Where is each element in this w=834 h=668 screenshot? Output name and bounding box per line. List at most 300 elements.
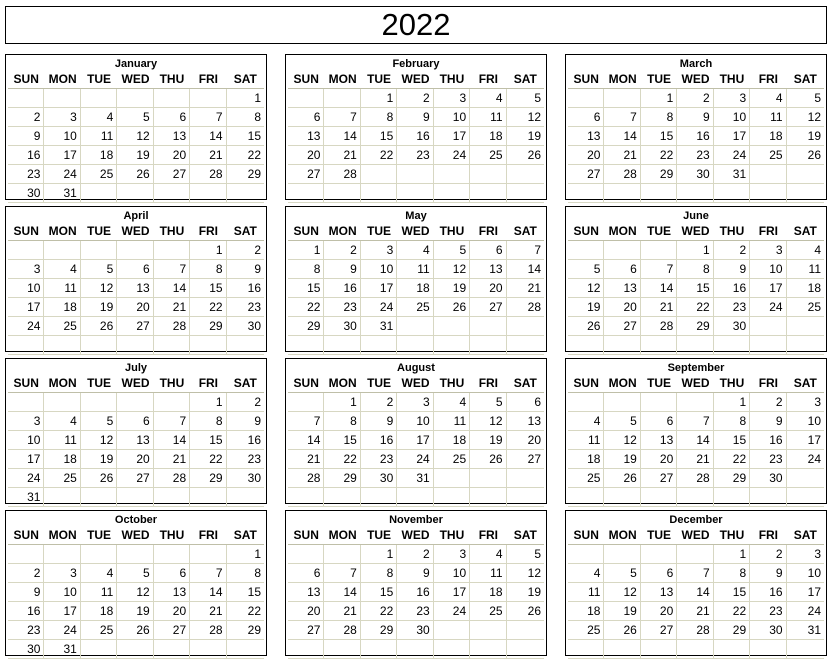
day-cell: 16 (8, 602, 44, 620)
day-cell: 24 (397, 450, 433, 468)
weekday-thu: THU (719, 376, 745, 390)
weekday-tue: TUE (647, 376, 672, 390)
day-cell: 27 (568, 165, 604, 183)
day-cell: 23 (361, 450, 397, 468)
week-row (568, 450, 824, 469)
weekday-header-row (8, 71, 264, 89)
day-cell (641, 336, 677, 354)
week-row (288, 317, 544, 336)
weekday-mon: MON (608, 376, 637, 390)
day-cell: 12 (434, 260, 470, 278)
day-cell: 16 (8, 146, 44, 164)
weekday-tue: TUE (87, 72, 112, 86)
day-cell: 26 (527, 148, 541, 162)
weekday-sun: SUN (13, 528, 39, 542)
day-cell: 11 (750, 108, 786, 126)
day-cell: 25 (434, 450, 470, 468)
month-title: February (392, 58, 440, 70)
day-cell: 15 (247, 585, 261, 599)
day-cell: 8 (641, 108, 677, 126)
day-cell: 22 (361, 602, 397, 620)
day-cell: 28 (677, 469, 713, 487)
day-cell: 22 (190, 450, 226, 468)
week-row (8, 184, 264, 203)
weekday-sun: SUN (13, 376, 39, 390)
day-cell: 13 (568, 127, 604, 145)
day-cell: 3 (397, 393, 433, 411)
day-cell: 25 (44, 317, 80, 335)
day-cell (604, 488, 640, 506)
day-cell: 8 (190, 260, 226, 278)
day-cell: 7 (677, 564, 713, 582)
day-cell: 15 (361, 127, 397, 145)
day-cell: 11 (397, 260, 433, 278)
weekday-wed: WED (681, 528, 710, 542)
day-cell: 13 (154, 127, 190, 145)
day-cell: 8 (714, 564, 750, 582)
day-cell (8, 336, 44, 354)
day-cell: 8 (324, 412, 360, 430)
week-row (8, 450, 264, 469)
weekday-fri: FRI (758, 376, 779, 390)
weekday-sat: SAT (513, 224, 537, 238)
day-cell (714, 184, 750, 202)
month-title: October (114, 514, 158, 526)
day-cell: 19 (434, 279, 470, 297)
week-row (288, 89, 544, 108)
weekday-thu: THU (719, 224, 745, 238)
week-row (8, 583, 264, 602)
day-cell: 12 (604, 583, 640, 601)
day-cell: 1 (254, 547, 261, 561)
day-cell: 24 (434, 602, 470, 620)
day-cell: 11 (81, 127, 117, 145)
week-row (288, 241, 544, 260)
day-cell: 19 (568, 298, 604, 316)
day-cell: 20 (641, 450, 677, 468)
week-row (8, 412, 264, 431)
day-cell: 2 (324, 241, 360, 259)
day-cell: 16 (361, 431, 397, 449)
week-row (568, 545, 824, 564)
day-cell: 19 (117, 146, 153, 164)
day-cell (324, 336, 360, 354)
month-july (5, 358, 267, 504)
day-cell: 1 (641, 89, 677, 107)
day-cell: 13 (604, 279, 640, 297)
day-cell: 28 (324, 165, 360, 183)
day-cell: 18 (81, 146, 117, 164)
weekday-mon: MON (328, 224, 357, 238)
week-row (8, 317, 264, 336)
week-row (568, 260, 824, 279)
day-cell: 1 (254, 91, 261, 105)
weekday-fri: FRI (758, 72, 779, 86)
day-cell: 25 (81, 621, 117, 639)
day-cell: 28 (154, 317, 190, 335)
week-row (8, 488, 264, 507)
day-cell: 12 (470, 412, 506, 430)
weekday-fri: FRI (478, 224, 499, 238)
month-november (285, 510, 547, 656)
day-cell: 20 (288, 602, 324, 620)
day-cell: 24 (750, 298, 786, 316)
day-cell: 30 (714, 317, 750, 335)
day-cell: 18 (568, 602, 604, 620)
weekday-mon: MON (48, 376, 77, 390)
day-cell (434, 488, 470, 506)
weekday-mon: MON (328, 376, 357, 390)
day-cell: 20 (604, 298, 640, 316)
week-row (288, 431, 544, 450)
day-cell: 5 (604, 564, 640, 582)
month-december (565, 510, 827, 656)
weekday-thu: THU (439, 376, 465, 390)
month-title: August (397, 362, 435, 374)
day-cell: 6 (470, 241, 506, 259)
day-cell: 18 (807, 281, 821, 295)
day-cell (750, 184, 786, 202)
day-cell (288, 545, 324, 563)
day-cell: 23 (714, 298, 750, 316)
weekday-wed: WED (681, 224, 710, 238)
day-cell (787, 469, 824, 487)
day-cell: 8 (714, 412, 750, 430)
week-row (568, 412, 824, 431)
day-cell: 26 (434, 298, 470, 316)
day-cell: 15 (714, 583, 750, 601)
day-cell (568, 488, 604, 506)
day-cell: 23 (397, 146, 433, 164)
week-row (288, 583, 544, 602)
week-row (568, 89, 824, 108)
day-cell: 12 (117, 583, 153, 601)
day-cell: 25 (568, 621, 604, 639)
weekday-sat: SAT (233, 528, 257, 542)
day-cell: 6 (288, 564, 324, 582)
day-cell: 14 (154, 279, 190, 297)
day-cell (568, 184, 604, 202)
day-cell: 22 (247, 148, 261, 162)
day-cell (361, 336, 397, 354)
day-cell: 15 (677, 279, 713, 297)
day-cell: 15 (247, 129, 261, 143)
day-cell: 21 (324, 602, 360, 620)
week-row (288, 165, 544, 184)
weekday-fri: FRI (478, 528, 499, 542)
day-cell: 3 (8, 260, 44, 278)
day-cell: 22 (247, 604, 261, 618)
weekday-sun: SUN (13, 72, 39, 86)
day-cell: 23 (8, 165, 44, 183)
week-row (8, 127, 264, 146)
day-cell: 24 (807, 604, 821, 618)
day-cell: 17 (434, 583, 470, 601)
day-cell (154, 241, 190, 259)
weekday-sat: SAT (513, 528, 537, 542)
weekday-wed: WED (121, 528, 150, 542)
week-row (8, 393, 264, 412)
day-cell: 30 (8, 184, 44, 202)
day-cell: 9 (677, 108, 713, 126)
day-cell: 10 (807, 414, 821, 428)
day-cell (507, 317, 544, 335)
weekday-wed: WED (121, 72, 150, 86)
weekday-wed: WED (401, 376, 430, 390)
week-row (288, 621, 544, 640)
day-cell: 9 (8, 583, 44, 601)
day-cell (507, 469, 544, 487)
day-cell: 5 (81, 412, 117, 430)
day-cell: 9 (254, 262, 261, 276)
day-cell: 12 (604, 431, 640, 449)
day-cell: 21 (677, 602, 713, 620)
month-june (565, 206, 827, 352)
day-cell: 4 (568, 564, 604, 582)
day-cell: 9 (750, 412, 786, 430)
day-cell: 10 (361, 260, 397, 278)
day-cell: 1 (677, 241, 713, 259)
day-cell (507, 640, 544, 658)
day-cell: 26 (807, 148, 821, 162)
day-cell (154, 336, 190, 354)
day-cell (434, 336, 470, 354)
weekday-fri: FRI (198, 528, 219, 542)
week-row (8, 146, 264, 165)
weekday-wed: WED (681, 72, 710, 86)
month-january (5, 54, 267, 200)
day-cell: 17 (361, 279, 397, 297)
day-cell (117, 545, 153, 563)
day-cell: 13 (117, 279, 153, 297)
week-row (568, 241, 824, 260)
day-cell (507, 488, 544, 506)
week-row (568, 393, 824, 412)
day-cell: 11 (434, 412, 470, 430)
day-cell (288, 393, 324, 411)
week-row (288, 279, 544, 298)
day-cell: 22 (677, 298, 713, 316)
day-cell: 10 (44, 127, 80, 145)
weekday-thu: THU (439, 224, 465, 238)
day-cell (677, 640, 713, 658)
day-cell: 26 (117, 165, 153, 183)
day-cell: 13 (117, 431, 153, 449)
week-row (288, 412, 544, 431)
day-cell: 30 (324, 317, 360, 335)
day-cell (81, 336, 117, 354)
day-cell: 26 (117, 621, 153, 639)
day-cell: 5 (534, 91, 541, 105)
day-cell: 30 (247, 319, 261, 333)
day-cell: 4 (81, 564, 117, 582)
day-cell (604, 184, 640, 202)
day-cell: 17 (44, 602, 80, 620)
day-cell (787, 640, 824, 658)
weekday-tue: TUE (647, 224, 672, 238)
day-cell: 15 (641, 127, 677, 145)
day-cell: 7 (154, 412, 190, 430)
day-cell (361, 165, 397, 183)
day-cell: 15 (714, 431, 750, 449)
day-cell: 11 (44, 279, 80, 297)
day-cell: 31 (807, 623, 821, 637)
day-cell: 19 (604, 602, 640, 620)
day-cell: 28 (604, 165, 640, 183)
day-cell: 12 (807, 110, 821, 124)
day-cell: 29 (677, 317, 713, 335)
day-cell: 26 (81, 469, 117, 487)
day-cell: 31 (361, 317, 397, 335)
day-cell: 3 (8, 412, 44, 430)
day-cell: 25 (750, 146, 786, 164)
day-cell: 25 (807, 300, 821, 314)
day-cell (434, 469, 470, 487)
day-cell (81, 89, 117, 107)
day-cell (117, 336, 153, 354)
day-cell (677, 336, 713, 354)
day-cell: 11 (81, 583, 117, 601)
day-cell: 29 (190, 469, 226, 487)
day-cell (44, 545, 80, 563)
weekday-mon: MON (608, 72, 637, 86)
week-row (288, 260, 544, 279)
day-cell: 22 (190, 298, 226, 316)
week-row (8, 260, 264, 279)
day-cell: 15 (190, 431, 226, 449)
day-cell: 9 (397, 108, 433, 126)
day-cell: 29 (247, 623, 261, 637)
weekday-wed: WED (681, 376, 710, 390)
day-cell: 25 (81, 165, 117, 183)
day-cell (397, 317, 433, 335)
day-cell: 30 (750, 621, 786, 639)
day-cell: 26 (604, 621, 640, 639)
day-cell: 28 (527, 300, 541, 314)
weekday-sun: SUN (293, 224, 319, 238)
day-cell: 12 (527, 110, 541, 124)
day-cell: 2 (750, 545, 786, 563)
day-cell: 1 (361, 545, 397, 563)
day-cell: 31 (44, 640, 80, 658)
day-cell: 6 (117, 412, 153, 430)
day-cell (434, 317, 470, 335)
day-cell (227, 488, 264, 506)
day-cell (470, 184, 506, 202)
day-cell (44, 393, 80, 411)
day-cell: 10 (434, 108, 470, 126)
day-cell: 24 (8, 317, 44, 335)
day-cell: 29 (247, 167, 261, 181)
week-row (8, 564, 264, 583)
day-cell (568, 336, 604, 354)
day-cell: 10 (44, 583, 80, 601)
day-cell: 17 (397, 431, 433, 449)
day-cell (568, 640, 604, 658)
day-cell: 2 (397, 545, 433, 563)
month-title: July (124, 362, 147, 374)
day-cell: 14 (604, 127, 640, 145)
weekday-sun: SUN (573, 528, 599, 542)
day-cell: 13 (527, 414, 541, 428)
day-cell: 2 (8, 564, 44, 582)
day-cell: 10 (8, 431, 44, 449)
day-cell: 19 (470, 431, 506, 449)
day-cell: 2 (750, 393, 786, 411)
day-cell: 5 (117, 108, 153, 126)
day-cell (470, 621, 506, 639)
day-cell: 17 (434, 127, 470, 145)
day-cell (154, 184, 190, 202)
day-cell: 4 (470, 89, 506, 107)
day-cell: 12 (81, 279, 117, 297)
day-cell: 13 (470, 260, 506, 278)
day-cell: 13 (641, 583, 677, 601)
day-cell: 25 (568, 469, 604, 487)
day-cell: 25 (470, 602, 506, 620)
week-row (568, 602, 824, 621)
day-cell: 1 (190, 393, 226, 411)
day-cell (154, 640, 190, 658)
day-cell: 19 (527, 585, 541, 599)
day-cell (324, 89, 360, 107)
day-cell (507, 165, 544, 183)
day-cell: 21 (154, 298, 190, 316)
day-cell (507, 336, 544, 354)
day-cell: 22 (714, 450, 750, 468)
day-cell: 30 (750, 469, 786, 487)
day-cell: 1 (324, 393, 360, 411)
day-cell: 12 (81, 431, 117, 449)
day-cell: 4 (470, 545, 506, 563)
week-row (568, 165, 824, 184)
day-cell (190, 184, 226, 202)
weekday-thu: THU (159, 528, 185, 542)
day-cell (507, 621, 544, 639)
day-cell (117, 393, 153, 411)
day-cell: 21 (641, 298, 677, 316)
day-cell: 22 (288, 298, 324, 316)
day-cell (714, 336, 750, 354)
week-row (8, 469, 264, 488)
week-row (288, 450, 544, 469)
weekday-mon: MON (48, 528, 77, 542)
week-row (288, 298, 544, 317)
day-cell: 13 (288, 583, 324, 601)
day-cell (44, 241, 80, 259)
day-cell: 11 (470, 564, 506, 582)
day-cell (677, 545, 713, 563)
day-cell: 18 (44, 298, 80, 316)
day-cell: 10 (8, 279, 44, 297)
day-cell: 9 (8, 127, 44, 145)
day-cell (604, 89, 640, 107)
day-cell: 20 (117, 450, 153, 468)
weekday-sun: SUN (13, 224, 39, 238)
weekday-header-row (568, 223, 824, 241)
day-cell (397, 184, 433, 202)
day-cell: 9 (750, 564, 786, 582)
day-cell: 24 (8, 469, 44, 487)
weekday-sat: SAT (793, 376, 817, 390)
week-row (8, 108, 264, 127)
day-cell (154, 393, 190, 411)
day-cell (641, 184, 677, 202)
day-cell: 20 (117, 298, 153, 316)
day-cell: 27 (117, 469, 153, 487)
day-cell (397, 165, 433, 183)
weekday-fri: FRI (758, 224, 779, 238)
